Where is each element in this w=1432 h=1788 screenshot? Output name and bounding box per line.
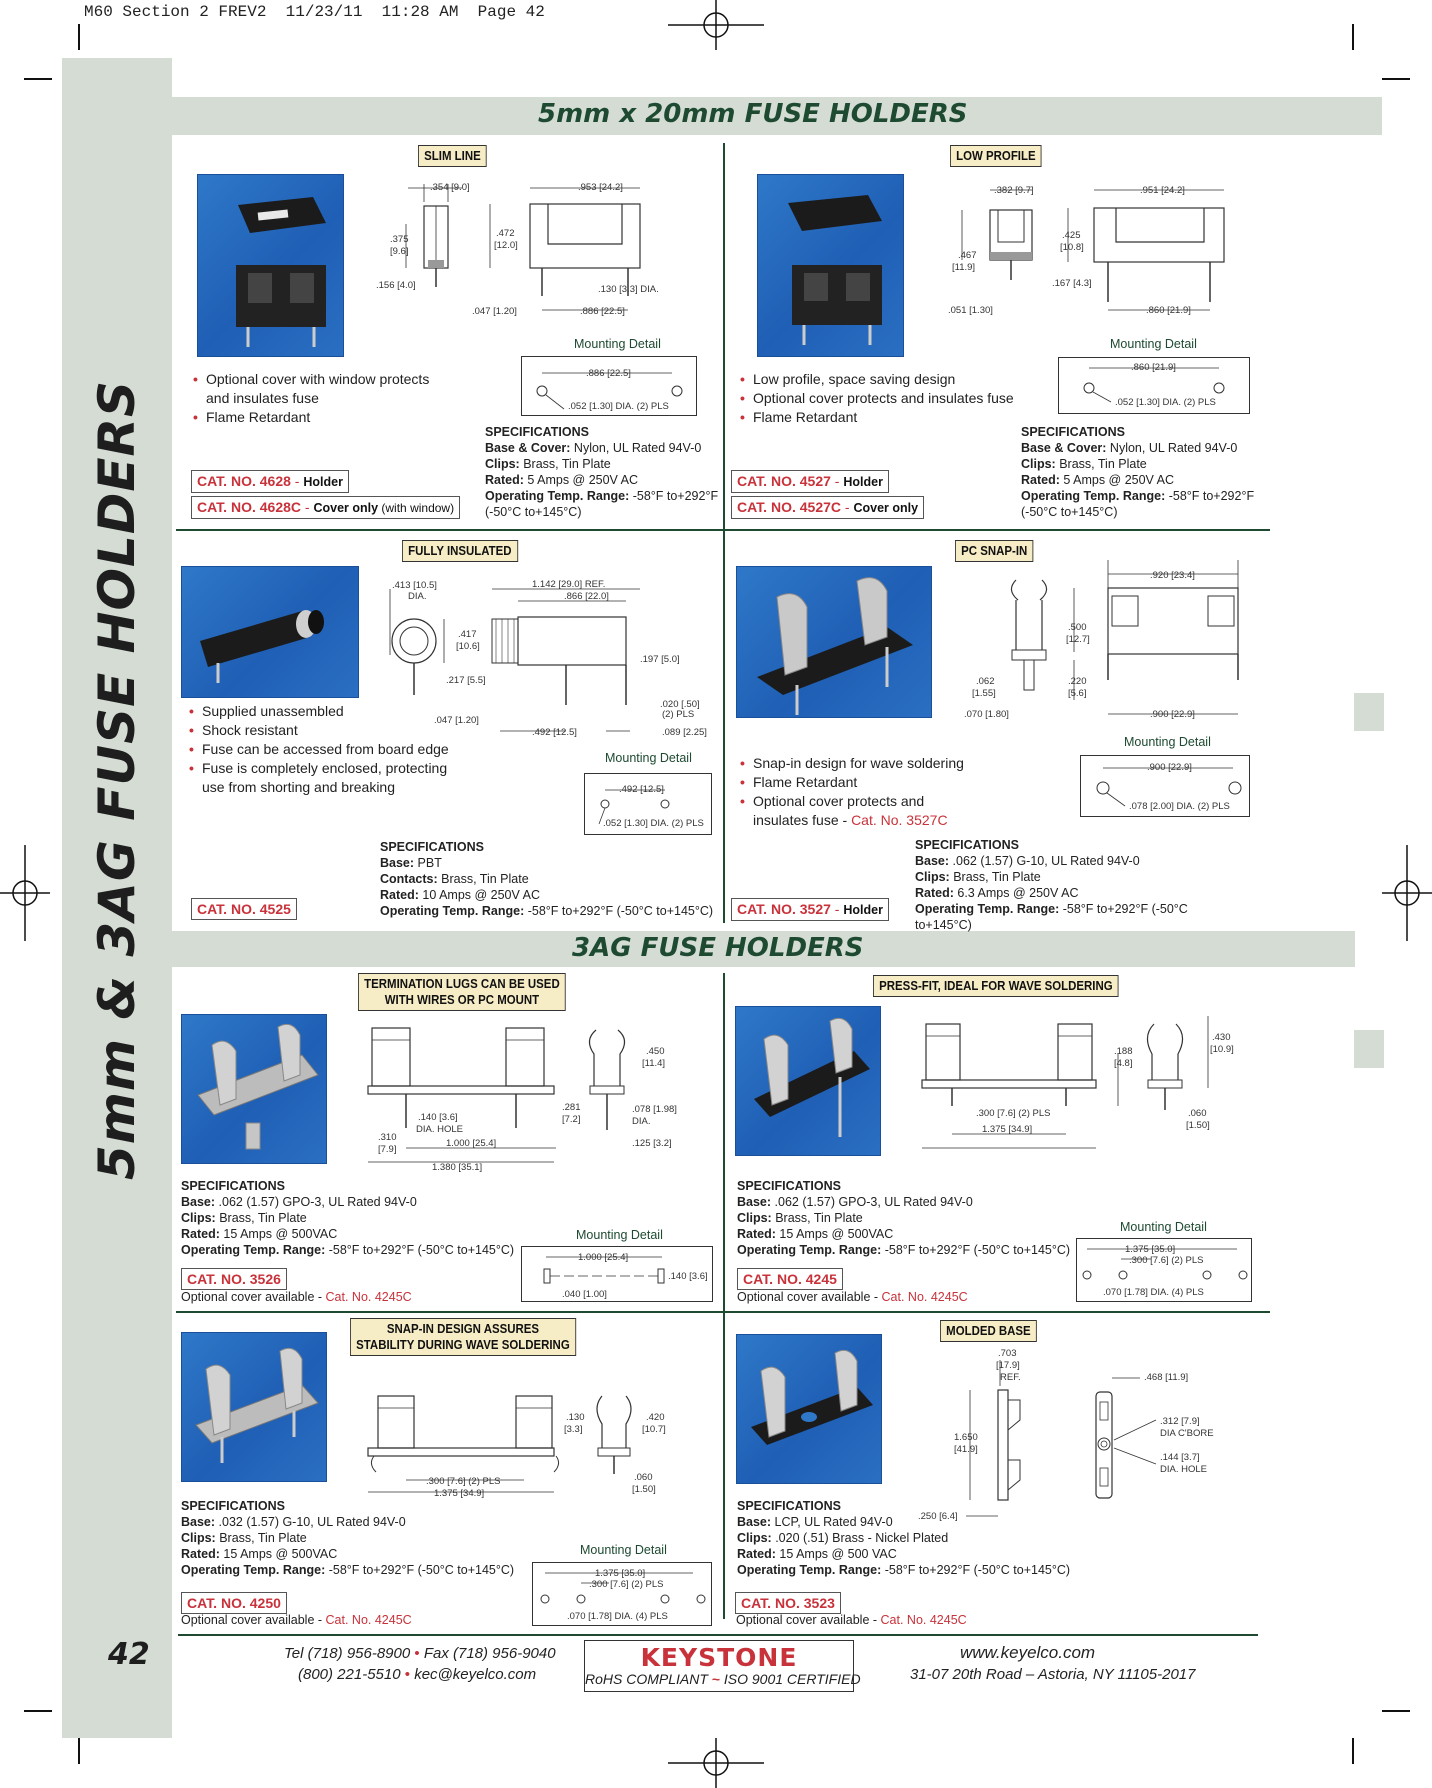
dim-label: .220 bbox=[1068, 676, 1087, 687]
dim-label: [11.4] bbox=[642, 1058, 666, 1069]
dim-label: [5.6] bbox=[1068, 688, 1087, 699]
spec-row: Operating Temp. Range: -58°F to+292°F bbox=[1021, 489, 1255, 503]
press-fit-photo bbox=[735, 1006, 881, 1156]
termination-lugs-cover-note: Optional cover available - Cat. No. 4245C bbox=[181, 1290, 412, 1304]
dim-label: .197 [5.0] bbox=[640, 654, 680, 665]
feature-item: • Flame Retardant bbox=[740, 773, 1040, 792]
dim-label: 1.380 [35.1] bbox=[432, 1162, 483, 1173]
press-fit-label: PRESS-FIT, IDEAL FOR WAVE SOLDERING bbox=[873, 975, 1119, 997]
dim-label: [4.8] bbox=[1114, 1058, 1133, 1069]
termination-lugs-cat: CAT. NO. 3526 bbox=[181, 1268, 287, 1290]
fully-insulated-label: FULLY INSULATED bbox=[402, 540, 518, 562]
pc-snap-in-label: PC SNAP-IN bbox=[955, 540, 1033, 562]
spec-row: Rated: 5 Amps @ 250V AC bbox=[1021, 473, 1175, 487]
spec-row: Operating Temp. Range: -58°F to+292°F bbox=[485, 489, 719, 503]
dim-label: .300 [7.6] (2) PLS bbox=[589, 1579, 664, 1590]
dim-label: DIA. bbox=[632, 1116, 651, 1127]
dim-label: .217 [5.5] bbox=[446, 675, 486, 686]
dim-label: .300 [7.6] (2) PLS bbox=[426, 1476, 501, 1487]
dim-label: .188 bbox=[1114, 1046, 1133, 1057]
snap-in-wave-cat: CAT. NO. 4250 bbox=[181, 1592, 287, 1614]
section-title-3ag: 3AG FUSE HOLDERS bbox=[572, 933, 864, 963]
crop-mark bbox=[1352, 24, 1354, 50]
dim-label: .300 [7.6] (2) PLS bbox=[976, 1108, 1051, 1119]
termination-lugs-photo bbox=[181, 1014, 327, 1164]
press-fit-mount-detail bbox=[1076, 1238, 1252, 1302]
dim-label: .125 [3.2] bbox=[632, 1138, 672, 1149]
dim-label: DIA. HOLE bbox=[416, 1124, 463, 1135]
dim-label: .078 [2.00] DIA. (2) PLS bbox=[1129, 801, 1230, 812]
dim-label: .703 bbox=[998, 1348, 1017, 1359]
footer-contact-line-2: (800) 221-5510 • kec@keyelco.com bbox=[298, 1666, 537, 1683]
pc-snap-in-photo bbox=[736, 566, 932, 718]
footer-address: 31-07 20th Road – Astoria, NY 11105-2017 bbox=[910, 1666, 1196, 1683]
spec-heading: SPECIFICATIONS bbox=[915, 838, 1019, 852]
dim-label: .300 [7.6] (2) PLS bbox=[1129, 1255, 1204, 1266]
feature-item: • Fuse can be accessed from board edge bbox=[189, 740, 479, 759]
spec-row: Base: .062 (1.57) G-10, UL Rated 94V-0 bbox=[915, 854, 1140, 868]
spec-heading: SPECIFICATIONS bbox=[737, 1179, 841, 1193]
feature-item-continued: and insulates fuse bbox=[206, 390, 319, 406]
termination-lugs-label: TERMINATION LUGS CAN BE USED WITH WIRES OR PC MOUNT bbox=[358, 973, 566, 1011]
spec-heading: SPECIFICATIONS bbox=[485, 425, 589, 439]
pc-snap-in-mount-detail bbox=[1080, 755, 1250, 817]
spec-row: Rated: 6.3 Amps @ 250V AC bbox=[915, 886, 1079, 900]
feature-item: • Optional cover protects and insulates fuse bbox=[740, 389, 1020, 408]
snap-in-wave-label: SNAP-IN DESIGN ASSURES STABILITY DURING WAVE SOLDERING bbox=[350, 1318, 576, 1356]
dim-label: .382 [9.7] bbox=[994, 185, 1034, 196]
pc-snap-in-mount-title: Mounting Detail bbox=[1124, 735, 1211, 749]
dim-label: [1.50] bbox=[1186, 1120, 1210, 1131]
fully-insulated-mount-detail bbox=[584, 773, 712, 835]
fully-insulated-cat: CAT. NO. 4525 bbox=[191, 898, 297, 920]
press-fit-cover-note: Optional cover available - Cat. No. 4245C bbox=[737, 1290, 968, 1304]
low-profile-features bbox=[740, 370, 1020, 427]
dim-label: .354 [9.0] bbox=[430, 182, 470, 193]
spec-row: Operating Temp. Range: -58°F to+292°F (-50°C to+145°C) bbox=[737, 1563, 1071, 1577]
spec-row: Clips: Brass, Tin Plate bbox=[485, 457, 611, 471]
dim-label: .052 [1.30] DIA. (2) PLS bbox=[603, 818, 704, 829]
dim-label: .070 [1.78] DIA. (4) PLS bbox=[567, 1611, 668, 1622]
molded-base-photo bbox=[736, 1334, 882, 1484]
row-divider bbox=[176, 1311, 1270, 1313]
molded-base-label: MOLDED BASE bbox=[940, 1320, 1037, 1342]
feature-item: • Flame Retardant bbox=[740, 408, 1020, 427]
spec-row: Rated: 15 Amps @ 500VAC bbox=[737, 1227, 894, 1241]
crop-mark bbox=[78, 1738, 80, 1764]
dim-label: [12.0] bbox=[494, 240, 518, 251]
crop-mark bbox=[24, 1710, 52, 1712]
spec-row: Rated: 10 Amps @ 250V AC bbox=[380, 888, 540, 902]
spec-row: Base: .062 (1.57) GPO-3, UL Rated 94V-0 bbox=[737, 1195, 973, 1209]
dim-label: .130 [3.3] DIA. bbox=[598, 284, 659, 295]
spec-row: Operating Temp. Range: -58°F to+292°F (-50°C to+145°C) bbox=[181, 1243, 515, 1257]
dim-label: .920 [23.4] bbox=[1150, 570, 1195, 581]
feature-item-continued: insulates fuse - Cat. No. 3527C bbox=[753, 812, 948, 828]
spec-row: Contacts: Brass, Tin Plate bbox=[380, 872, 529, 886]
low-profile-drawing bbox=[940, 176, 1240, 326]
dim-label: [7.9] bbox=[378, 1144, 397, 1155]
slim-line-mount-detail bbox=[521, 356, 697, 416]
dim-label: 1.375 [34.9] bbox=[434, 1488, 485, 1499]
dim-label: .070 [1.80] bbox=[964, 709, 1009, 720]
column-divider bbox=[723, 143, 725, 923]
feature-item: • Optional cover with window protects bbox=[193, 370, 453, 389]
snap-in-wave-mount-title: Mounting Detail bbox=[580, 1543, 667, 1557]
dim-label: .051 [1.30] bbox=[948, 305, 993, 316]
dim-label: .062 bbox=[976, 676, 995, 687]
fully-insulated-features bbox=[189, 702, 479, 797]
termination-lugs-mount-detail bbox=[521, 1246, 713, 1302]
low-profile-mount-detail bbox=[1058, 357, 1250, 414]
dim-label: DIA C'BORE bbox=[1160, 1428, 1214, 1439]
molded-base-drawing bbox=[900, 1340, 1230, 1520]
spec-heading: SPECIFICATIONS bbox=[181, 1179, 285, 1193]
feature-item: • Optional cover protects and bbox=[740, 792, 1040, 811]
certification-line: RoHS COMPLIANT ~ ISO 9001 CERTIFIED bbox=[585, 1671, 861, 1687]
dim-label: .078 [1.98] bbox=[632, 1104, 677, 1115]
dim-label: .156 [4.0] bbox=[376, 280, 416, 291]
spec-row: (-50°C to+145°C) bbox=[1021, 505, 1118, 519]
dim-label: .467 bbox=[958, 250, 977, 261]
spec-row: Base: LCP, UL Rated 94V-0 bbox=[737, 1515, 893, 1529]
spec-row: Base: PBT bbox=[380, 856, 442, 870]
spec-row: Clips: Brass, Tin Plate bbox=[181, 1211, 307, 1225]
feature-item: • Fuse is completely enclosed, protecting bbox=[189, 759, 479, 778]
dim-label: .140 [3.6] bbox=[418, 1112, 458, 1123]
slim-line-cat-cover: CAT. NO. 4628C - Cover only (with window) bbox=[191, 496, 460, 519]
fully-insulated-mount-title: Mounting Detail bbox=[605, 751, 692, 765]
footer-email[interactable]: kec@keyelco.com bbox=[414, 1666, 537, 1683]
dim-label: .900 [22.9] bbox=[1147, 762, 1192, 773]
dim-label: [3.3] bbox=[564, 1424, 583, 1435]
crop-mark bbox=[1382, 78, 1410, 80]
dim-label: .860 [21.9] bbox=[1146, 305, 1191, 316]
dim-label: 1.650 bbox=[954, 1432, 978, 1443]
feature-item: • Low profile, space saving design bbox=[740, 370, 1020, 389]
press-fit-specs bbox=[737, 1178, 1077, 1258]
spec-row: (-50°C to+145°C) bbox=[485, 505, 582, 519]
dim-label: .472 bbox=[496, 228, 515, 239]
termination-lugs-drawing bbox=[366, 1010, 706, 1175]
pc-snap-in-cat: CAT. NO. 3527 - Holder bbox=[731, 898, 889, 921]
press-fit-mount-title: Mounting Detail bbox=[1120, 1220, 1207, 1234]
dim-label: DIA. HOLE bbox=[1160, 1464, 1207, 1475]
dim-label: .310 bbox=[378, 1132, 397, 1143]
slim-line-mount-title: Mounting Detail bbox=[574, 337, 661, 351]
low-profile-photo bbox=[757, 174, 904, 357]
dim-label: [10.9] bbox=[1210, 1044, 1234, 1055]
dim-label: [9.6] bbox=[390, 246, 409, 257]
dim-label: .089 [2.25] bbox=[662, 727, 707, 738]
print-header: M60 Section 2 FREV2 11/23/11 11:28 AM Page 42 bbox=[84, 3, 545, 21]
fully-insulated-specs bbox=[380, 839, 720, 919]
slim-line-features bbox=[193, 370, 453, 427]
dim-label: .492 [12.5] bbox=[532, 727, 577, 738]
crop-mark bbox=[1382, 1710, 1410, 1712]
spec-row: Base: .032 (1.57) G-10, UL Rated 94V-0 bbox=[181, 1515, 406, 1529]
dim-label: .375 bbox=[390, 234, 409, 245]
row-divider bbox=[176, 529, 1270, 531]
spec-row: Base & Cover: Nylon, UL Rated 94V-0 bbox=[1021, 441, 1238, 455]
dim-label: 1.375 [35.0] bbox=[1125, 1244, 1176, 1255]
dim-label: .866 [22.0] bbox=[564, 591, 609, 602]
snap-in-wave-specs bbox=[181, 1498, 521, 1578]
dim-label: [11.9] bbox=[952, 262, 976, 273]
index-tab-mark bbox=[1354, 1030, 1384, 1068]
side-title: 5mm & 3AG FUSE HOLDERS bbox=[88, 379, 146, 1181]
spec-row: Operating Temp. Range: -58°F to+292°F (-50°C to+145°C) bbox=[181, 1563, 515, 1577]
feature-item: • Supplied unassembled bbox=[189, 702, 479, 721]
spec-row: Base & Cover: Nylon, UL Rated 94V-0 bbox=[485, 441, 702, 455]
footer-phone: (800) 221-5510 bbox=[298, 1666, 401, 1683]
spec-row: Base: .062 (1.57) GPO-3, UL Rated 94V-0 bbox=[181, 1195, 417, 1209]
dim-label: .060 bbox=[634, 1472, 653, 1483]
spec-row: Clips: Brass, Tin Plate bbox=[915, 870, 1041, 884]
low-profile-label: LOW PROFILE bbox=[950, 145, 1042, 167]
pc-snap-in-specs bbox=[915, 837, 1245, 933]
registration-mark-bottom bbox=[668, 1738, 764, 1788]
pc-snap-in-features bbox=[740, 754, 1040, 830]
dim-label: .500 bbox=[1068, 622, 1087, 633]
dim-label: .420 bbox=[646, 1412, 665, 1423]
slim-line-specs bbox=[485, 424, 720, 520]
page-number: 42 bbox=[108, 1637, 150, 1672]
crop-mark bbox=[1352, 1738, 1354, 1764]
snap-in-wave-drawing bbox=[366, 1390, 676, 1500]
pc-snap-in-drawing bbox=[958, 560, 1248, 725]
spec-heading: SPECIFICATIONS bbox=[737, 1499, 841, 1513]
dim-label: .492 [12.5] bbox=[619, 784, 664, 795]
dim-label: DIA. bbox=[408, 591, 427, 602]
dim-label: REF. bbox=[1000, 1372, 1021, 1383]
crop-mark bbox=[78, 24, 80, 50]
spec-row: Clips: Brass, Tin Plate bbox=[737, 1211, 863, 1225]
dim-label: .040 [1.00] bbox=[562, 1289, 607, 1300]
dim-label: .951 [24.2] bbox=[1140, 185, 1185, 196]
spec-heading: SPECIFICATIONS bbox=[380, 840, 484, 854]
dim-label: 1.142 [29.0] REF. bbox=[532, 579, 606, 590]
dim-label: .450 bbox=[646, 1046, 665, 1057]
dim-label: .953 [24.2] bbox=[578, 182, 623, 193]
spec-row: Rated: 5 Amps @ 250V AC bbox=[485, 473, 639, 487]
slim-line-label: SLIM LINE bbox=[418, 145, 487, 167]
crop-mark bbox=[24, 78, 52, 80]
index-tab-mark bbox=[1354, 693, 1384, 731]
spec-row: Clips: .020 (.51) Brass - Nickel Plated bbox=[737, 1531, 949, 1545]
footer-rule bbox=[178, 1634, 1258, 1636]
dim-label: .144 [3.7] bbox=[1160, 1452, 1200, 1463]
termination-lugs-specs bbox=[181, 1178, 521, 1258]
dim-label: [10.7] bbox=[642, 1424, 666, 1435]
dim-label: .167 [4.3] bbox=[1052, 278, 1092, 289]
dim-label: .130 bbox=[566, 1412, 585, 1423]
dim-label: [12.7] bbox=[1066, 634, 1090, 645]
dim-label: .052 [1.30] DIA. (2) PLS bbox=[568, 401, 669, 412]
dim-label: [1.55] bbox=[972, 688, 996, 699]
low-profile-cat-holder: CAT. NO. 4527 - Holder bbox=[731, 470, 889, 493]
column-divider bbox=[723, 973, 725, 1619]
registration-mark-top bbox=[668, 0, 764, 50]
dim-label: [10.8] bbox=[1060, 242, 1084, 253]
spec-row: Operating Temp. Range: -58°F to+292°F (-50°C to+145°C) bbox=[380, 904, 714, 918]
termination-lugs-mount-title: Mounting Detail bbox=[576, 1228, 663, 1242]
spec-row: Clips: Brass, Tin Plate bbox=[1021, 457, 1147, 471]
low-profile-cat-cover: CAT. NO. 4527C - Cover only bbox=[731, 496, 924, 519]
spec-row: Rated: 15 Amps @ 500 VAC bbox=[737, 1547, 897, 1561]
dim-label: .886 [22.5] bbox=[580, 306, 625, 317]
dim-label: .250 [6.4] bbox=[918, 1511, 958, 1522]
dim-label: .468 [11.9] bbox=[1144, 1372, 1189, 1383]
dim-label: .900 [22.9] bbox=[1150, 709, 1195, 720]
dim-label: [17.9] bbox=[996, 1360, 1020, 1371]
molded-base-cover-note: Optional cover available - Cat. No. 4245C bbox=[736, 1613, 967, 1627]
spec-row: Rated: 15 Amps @ 500VAC bbox=[181, 1227, 338, 1241]
fully-insulated-photo bbox=[181, 566, 359, 698]
molded-base-specs bbox=[737, 1498, 1077, 1578]
registration-mark-left bbox=[0, 845, 50, 941]
footer-website[interactable]: www.keyelco.com bbox=[960, 1643, 1096, 1662]
dim-label: .417 bbox=[458, 629, 477, 640]
dim-label: .020 [.50] bbox=[660, 699, 700, 710]
footer-contact-line-1: Tel (718) 956-8900 • Fax (718) 956-9040 bbox=[284, 1645, 556, 1662]
dim-label: 1.375 [34.9] bbox=[982, 1124, 1033, 1135]
dim-label: .047 [1.20] bbox=[472, 306, 517, 317]
snap-in-wave-cover-note: Optional cover available - Cat. No. 4245C bbox=[181, 1613, 412, 1627]
footer-fax: Fax (718) 956-9040 bbox=[423, 1645, 556, 1662]
dim-label: .140 [3.6] bbox=[668, 1271, 708, 1282]
feature-item: • Snap-in design for wave soldering bbox=[740, 754, 1040, 773]
dim-label: .413 [10.5] bbox=[392, 580, 437, 591]
spec-row: Clips: Brass, Tin Plate bbox=[181, 1531, 307, 1545]
dim-label: [7.2] bbox=[562, 1114, 581, 1125]
snap-in-wave-photo bbox=[181, 1332, 327, 1482]
dim-label: .312 [7.9] bbox=[1160, 1416, 1200, 1427]
cover-reference: Cat. No. 3527C bbox=[851, 812, 948, 828]
dim-label: .886 [22.5] bbox=[586, 368, 631, 379]
dim-label: .052 [1.30] DIA. (2) PLS bbox=[1115, 397, 1216, 408]
slim-line-photo bbox=[197, 174, 344, 357]
molded-base-cat: CAT. NO. 3523 bbox=[735, 1592, 841, 1614]
dim-label: [1.50] bbox=[632, 1484, 656, 1495]
feature-item-continued: use from shorting and breaking bbox=[202, 779, 395, 795]
low-profile-specs bbox=[1021, 424, 1261, 520]
spec-row: Rated: 15 Amps @ 500VAC bbox=[181, 1547, 338, 1561]
dim-label: 1.375 [35.0] bbox=[595, 1568, 646, 1579]
spec-row: Operating Temp. Range: -58°F to+292°F (-50°C to+145°C) bbox=[737, 1243, 1071, 1257]
dim-label: .425 bbox=[1062, 230, 1081, 241]
dim-label: [41.9] bbox=[954, 1444, 978, 1455]
press-fit-cat: CAT. NO. 4245 bbox=[737, 1268, 843, 1290]
dim-label: 1.000 [25.4] bbox=[446, 1138, 497, 1149]
keystone-logo-box bbox=[584, 1640, 861, 1692]
keystone-logo: KEYSTONE bbox=[640, 1643, 798, 1672]
low-profile-mount-title: Mounting Detail bbox=[1110, 337, 1197, 351]
spec-heading: SPECIFICATIONS bbox=[181, 1499, 285, 1513]
slim-line-cat-holder: CAT. NO. 4628 - Holder bbox=[191, 470, 349, 493]
footer-tel: Tel (718) 956-8900 bbox=[284, 1645, 411, 1662]
dim-label: .047 [1.20] bbox=[434, 715, 479, 726]
feature-item: • Shock resistant bbox=[189, 721, 479, 740]
dim-label: 1.000 [25.4] bbox=[578, 1252, 629, 1263]
registration-mark-right bbox=[1382, 845, 1432, 941]
dim-label: .430 bbox=[1212, 1032, 1231, 1043]
dim-label: .281 bbox=[562, 1102, 581, 1113]
press-fit-drawing bbox=[918, 1010, 1238, 1160]
feature-item: • Flame Retardant bbox=[193, 408, 453, 427]
dim-label: .860 [21.9] bbox=[1131, 362, 1176, 373]
dim-label: .070 [1.78] DIA. (4) PLS bbox=[1103, 1287, 1204, 1298]
section-title-5x20: 5mm x 20mm FUSE HOLDERS bbox=[538, 99, 968, 129]
dim-label: (2) PLS bbox=[662, 709, 695, 720]
dim-label: .060 bbox=[1188, 1108, 1207, 1119]
spec-heading: SPECIFICATIONS bbox=[1021, 425, 1125, 439]
spec-row: Operating Temp. Range: -58°F to+292°F (-50°C to+145°C) bbox=[915, 902, 1188, 932]
slim-line-drawing bbox=[370, 172, 659, 322]
snap-in-wave-mount-detail bbox=[532, 1562, 712, 1626]
dim-label: [10.6] bbox=[456, 641, 480, 652]
